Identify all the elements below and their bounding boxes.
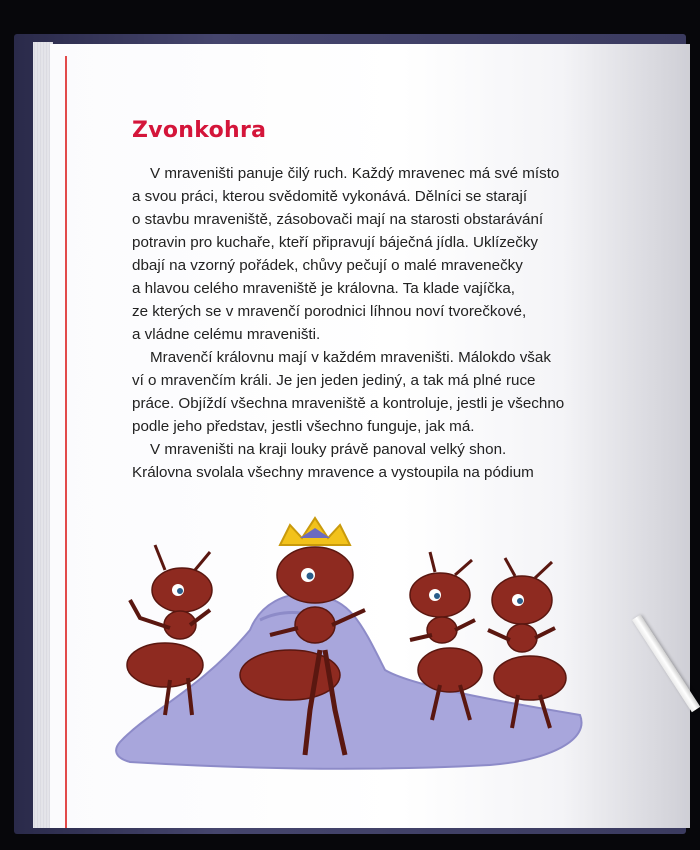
text-line: o stavbu mraveniště, zásobovači mají na starosti obstarávání bbox=[132, 211, 544, 228]
paragraph-1 bbox=[132, 162, 592, 346]
text-line: Mravenčí královnu mají v každém mraveništi. Málokdo však bbox=[150, 349, 551, 366]
text-line: dbají na vzorný pořádek, chůvy pečují o malé mravenečky bbox=[132, 257, 523, 274]
text-line: a svou práci, kterou svědomitě vykonává. Dělníci se starají bbox=[132, 188, 528, 205]
text-line: V mraveništi panuje čilý ruch. Každý mravenec má své místo bbox=[150, 165, 560, 182]
text-line: ze kterých se v mravenčí porodnici líhnou noví tvorečkové, bbox=[132, 303, 527, 320]
text-line: a hlavou celého mraveniště je královna. Ta klade vajíčka, bbox=[132, 280, 515, 297]
paragraph-3 bbox=[132, 438, 592, 484]
text-line: potravin pro kuchaře, kteří připravují báječná jídla. Uklízečky bbox=[132, 234, 539, 251]
ant-king-illustration bbox=[110, 510, 590, 774]
ants-and-cape-image bbox=[110, 510, 590, 770]
text-line: ví o mravenčím králi. Je jen jeden jediný, a tak má plné ruce bbox=[132, 372, 536, 389]
page-margin-line bbox=[65, 56, 67, 828]
text-line: Královna svolala všechny mravence a vystoupila na pódium bbox=[132, 464, 534, 481]
text-line: podle jeho představ, jestli všechno funguje, jak má. bbox=[132, 418, 475, 435]
story-text bbox=[132, 162, 592, 484]
text-line: V mraveništi na kraji louky právě panoval velký shon. bbox=[150, 441, 507, 458]
text-line: práce. Objíždí všechna mraveniště a kontroluje, jestli je všechno bbox=[132, 395, 565, 412]
paragraph-2 bbox=[132, 346, 592, 438]
text-line: a vládne celému mraveništi. bbox=[132, 326, 321, 343]
chapter-title: Zvonkohra bbox=[132, 118, 267, 143]
